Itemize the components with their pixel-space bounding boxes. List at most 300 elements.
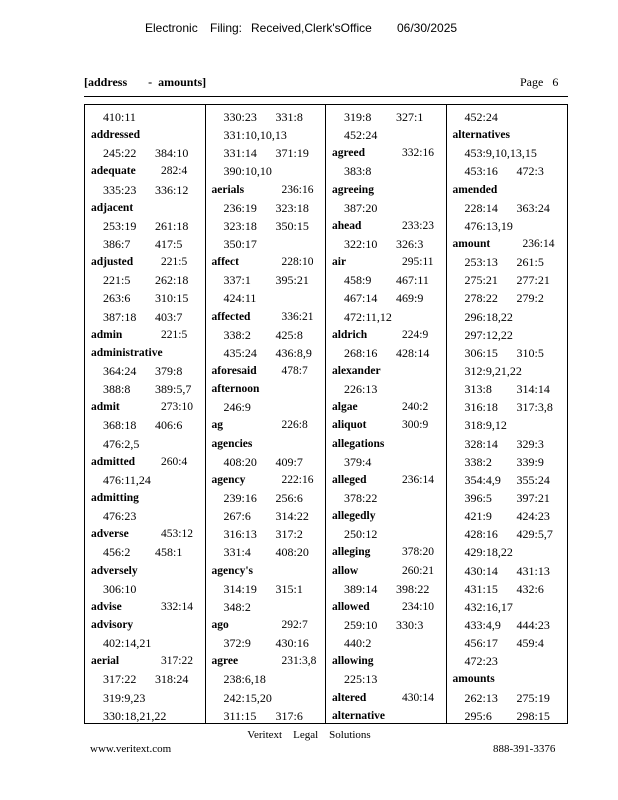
index-term bbox=[326, 707, 446, 723]
index-reference bbox=[206, 634, 326, 652]
page-line-ref: 318:24 bbox=[155, 672, 189, 687]
page-line-ref: 316:13 bbox=[223, 527, 257, 542]
index-term bbox=[447, 235, 568, 253]
page-line-ref: 476:13,19 bbox=[464, 218, 513, 233]
term-word: algae bbox=[332, 401, 358, 414]
page-line-ref: 417:5 bbox=[155, 236, 183, 251]
page-line-ref: 364:24 bbox=[103, 363, 137, 378]
page-line-ref: 245:22 bbox=[103, 146, 137, 161]
term-word: aerials bbox=[211, 183, 245, 196]
page-line-ref: 317:3,8 bbox=[516, 400, 553, 415]
term-word: allowing bbox=[332, 655, 374, 668]
index-reference bbox=[85, 144, 205, 162]
index-term bbox=[326, 217, 446, 235]
index-reference bbox=[447, 525, 568, 543]
index-reference bbox=[85, 580, 205, 598]
page-line-ref: 314:22 bbox=[275, 509, 309, 524]
page-line-ref: 231:3,8 bbox=[281, 655, 317, 668]
index-reference bbox=[85, 217, 205, 235]
index-reference bbox=[85, 108, 205, 126]
index-reference bbox=[326, 271, 446, 289]
index-reference bbox=[326, 670, 446, 688]
index-reference bbox=[206, 108, 326, 126]
index-term bbox=[85, 562, 205, 580]
page-line-ref: 236:16 bbox=[281, 183, 314, 196]
page-line-ref: 319:9,23 bbox=[103, 690, 146, 705]
index-reference bbox=[85, 507, 205, 525]
term-word: alleging bbox=[332, 546, 371, 559]
index-reference bbox=[447, 289, 568, 307]
index-reference bbox=[326, 453, 446, 471]
page-line-ref: 221:5 bbox=[161, 256, 188, 269]
page-line-ref: 337:1 bbox=[223, 273, 251, 288]
page-line-ref: 322:10 bbox=[344, 236, 378, 251]
page-line-ref: 348:2 bbox=[223, 599, 251, 614]
term-word: adequate bbox=[91, 165, 136, 178]
page-line-ref: 236:14 bbox=[402, 473, 434, 486]
page-line-ref: 268:16 bbox=[344, 345, 378, 360]
term-word: admit bbox=[91, 401, 120, 414]
page-line-ref: 226:13 bbox=[344, 382, 378, 397]
page-line-ref: 292:7 bbox=[281, 618, 308, 631]
index-reference bbox=[447, 144, 568, 162]
page-line-ref: 328:14 bbox=[464, 436, 498, 451]
index-reference bbox=[447, 416, 568, 434]
index-reference bbox=[206, 507, 326, 525]
index-term bbox=[326, 326, 446, 344]
page-line-ref: 317:22 bbox=[103, 672, 137, 687]
index-reference bbox=[206, 271, 326, 289]
page-line-ref: 444:23 bbox=[516, 617, 550, 632]
page-line-ref: 390:10,10 bbox=[223, 164, 272, 179]
index-reference bbox=[85, 689, 205, 707]
term-word: allegations bbox=[332, 437, 385, 450]
term-word: aliquot bbox=[332, 419, 367, 432]
term-word: afternoon bbox=[211, 383, 260, 396]
filing-stamp bbox=[0, 21, 618, 37]
term-word: ahead bbox=[332, 219, 362, 232]
index-reference bbox=[85, 362, 205, 380]
page-line-ref: 435:24 bbox=[223, 345, 257, 360]
page-line-ref: 410:11 bbox=[103, 110, 136, 124]
index-term bbox=[85, 453, 205, 471]
term-word: adjacent bbox=[91, 201, 134, 214]
index-term bbox=[326, 598, 446, 616]
page-line-ref: 239:16 bbox=[223, 490, 257, 505]
page-line-ref: 384:10 bbox=[155, 146, 189, 161]
index-reference bbox=[206, 126, 326, 144]
index-column-1 bbox=[85, 105, 206, 723]
page-line-ref: 225:13 bbox=[344, 672, 378, 687]
word-index-table bbox=[84, 104, 568, 724]
index-term bbox=[326, 689, 446, 707]
index-reference bbox=[206, 598, 326, 616]
page-line-ref: 310:5 bbox=[516, 345, 544, 360]
index-term bbox=[206, 435, 326, 453]
page-line-ref: 472:11,12 bbox=[344, 309, 392, 324]
index-reference bbox=[206, 326, 326, 344]
page-line-ref: 262:13 bbox=[464, 690, 498, 705]
page-line-ref: 327:1 bbox=[396, 110, 424, 124]
page-line-ref: 398:22 bbox=[396, 581, 430, 596]
page-line-ref: 253:13 bbox=[464, 255, 498, 270]
page-line-ref: 319:8 bbox=[344, 110, 372, 124]
page-line-ref: 424:11 bbox=[223, 291, 257, 306]
term-word: adversely bbox=[91, 564, 138, 577]
page-line-ref: 378:22 bbox=[344, 490, 378, 505]
index-term bbox=[206, 181, 326, 199]
page-line-ref: 242:15,20 bbox=[223, 690, 272, 705]
index-reference bbox=[447, 634, 568, 652]
page-number: Page 6 bbox=[520, 75, 559, 89]
index-term bbox=[326, 253, 446, 271]
index-term bbox=[85, 525, 205, 543]
page-line-ref: 472:23 bbox=[464, 654, 498, 669]
index-term bbox=[85, 326, 205, 344]
term-word: admin bbox=[91, 328, 123, 341]
page-line-ref: 256:6 bbox=[275, 490, 303, 505]
index-reference bbox=[447, 616, 568, 634]
page-line-ref: 331:14 bbox=[223, 146, 257, 161]
page-line-ref: 432:6 bbox=[516, 581, 544, 596]
index-term bbox=[85, 398, 205, 416]
page-line-ref: 458:1 bbox=[155, 545, 183, 560]
index-reference bbox=[85, 380, 205, 398]
page-line-ref: 402:14,21 bbox=[103, 636, 152, 651]
index-reference bbox=[206, 525, 326, 543]
term-word: agreeing bbox=[332, 183, 374, 196]
term-word: admitting bbox=[91, 491, 139, 504]
page-line-ref: 306:10 bbox=[103, 581, 137, 596]
page-line-ref: 331:4 bbox=[223, 545, 251, 560]
index-term bbox=[206, 652, 326, 670]
index-reference bbox=[85, 271, 205, 289]
term-word: amounts bbox=[452, 673, 495, 686]
page-line-ref: 315:1 bbox=[275, 581, 303, 596]
index-reference bbox=[447, 543, 568, 561]
page-line-ref: 236:14 bbox=[522, 237, 555, 250]
term-word: alternative bbox=[332, 709, 386, 722]
index-range-label: [address - amounts] bbox=[84, 75, 207, 89]
index-reference bbox=[447, 253, 568, 271]
page-line-ref: 275:21 bbox=[464, 273, 498, 288]
page-line-ref: 436:8,9 bbox=[275, 345, 312, 360]
index-term bbox=[85, 616, 205, 634]
index-term bbox=[85, 598, 205, 616]
page-line-ref: 350:17 bbox=[223, 236, 257, 251]
index-reference bbox=[447, 598, 568, 616]
page-line-ref: 338:2 bbox=[464, 454, 492, 469]
page-line-ref: 452:24 bbox=[464, 110, 498, 124]
term-word: altered bbox=[332, 691, 367, 704]
index-reference bbox=[206, 289, 326, 307]
footer-website: www.veritext.com bbox=[90, 743, 172, 755]
filing-electronic: Electronic bbox=[145, 21, 198, 35]
page-line-ref: 408:20 bbox=[223, 454, 257, 469]
page-line-ref: 323:18 bbox=[275, 200, 309, 215]
index-reference bbox=[447, 489, 568, 507]
page-line-ref: 428:16 bbox=[464, 527, 498, 542]
page-line-ref: 332:14 bbox=[161, 600, 193, 613]
page-line-ref: 314:19 bbox=[223, 581, 257, 596]
page-line-ref: 332:16 bbox=[402, 147, 434, 160]
term-word: addressed bbox=[91, 129, 140, 142]
index-reference bbox=[326, 525, 446, 543]
page-line-ref: 314:14 bbox=[516, 382, 550, 397]
page-line-ref: 326:3 bbox=[396, 236, 424, 251]
page-line-ref: 389:14 bbox=[344, 581, 378, 596]
index-reference bbox=[85, 670, 205, 688]
page-line-ref: 430:14 bbox=[402, 691, 434, 704]
page-line-ref: 459:4 bbox=[516, 636, 544, 651]
term-word: ag bbox=[211, 419, 223, 432]
index-column-2 bbox=[206, 105, 327, 723]
page-line-ref: 467:14 bbox=[344, 291, 378, 306]
page-line-ref: 386:7 bbox=[103, 236, 131, 251]
page-line-ref: 221:5 bbox=[161, 328, 188, 341]
index-term bbox=[85, 253, 205, 271]
page-line-ref: 279:2 bbox=[516, 291, 544, 306]
page-line-ref: 350:15 bbox=[275, 218, 309, 233]
index-term bbox=[206, 416, 326, 434]
index-term bbox=[206, 471, 326, 489]
index-reference bbox=[447, 562, 568, 580]
index-term bbox=[326, 435, 446, 453]
page-line-ref: 430:14 bbox=[464, 563, 498, 578]
index-reference bbox=[326, 580, 446, 598]
page-line-ref: 317:6 bbox=[275, 708, 303, 723]
page-line-ref: 317:22 bbox=[161, 655, 193, 668]
index-reference bbox=[326, 162, 446, 180]
page-line-ref: 379:8 bbox=[155, 363, 183, 378]
index-reference bbox=[326, 380, 446, 398]
index-reference bbox=[85, 435, 205, 453]
page-line-ref: 226:8 bbox=[281, 419, 308, 432]
page-line-ref: 354:4,9 bbox=[464, 472, 501, 487]
page-line-ref: 453:16 bbox=[464, 164, 498, 179]
index-reference bbox=[447, 453, 568, 471]
page-line-ref: 261:18 bbox=[155, 218, 189, 233]
page-line-ref: 330:18,21,22 bbox=[103, 708, 167, 723]
index-term bbox=[326, 507, 446, 525]
page-line-ref: 310:15 bbox=[155, 291, 189, 306]
page-line-ref: 296:18,22 bbox=[464, 309, 513, 324]
page-line-ref: 452:24 bbox=[344, 128, 378, 143]
index-term bbox=[326, 471, 446, 489]
page-line-ref: 421:9 bbox=[464, 509, 492, 524]
index-term bbox=[206, 616, 326, 634]
term-word: alternatives bbox=[452, 129, 510, 142]
page-line-ref: 262:18 bbox=[155, 273, 189, 288]
index-reference bbox=[85, 634, 205, 652]
page-line-ref: 246:9 bbox=[223, 400, 251, 415]
index-reference bbox=[206, 344, 326, 362]
page-line-ref: 371:19 bbox=[275, 146, 309, 161]
page-line-ref: 363:24 bbox=[516, 200, 550, 215]
index-reference bbox=[447, 380, 568, 398]
term-word: affected bbox=[211, 310, 251, 323]
page-line-ref: 277:21 bbox=[516, 273, 550, 288]
term-word: amended bbox=[452, 183, 498, 196]
footer-company: Veritext Legal Solutions bbox=[247, 729, 371, 741]
page-line-ref: 425:8 bbox=[275, 327, 303, 342]
index-reference bbox=[447, 652, 568, 670]
page-line-ref: 403:7 bbox=[155, 309, 183, 324]
page-line-ref: 428:14 bbox=[396, 345, 430, 360]
index-reference bbox=[447, 580, 568, 598]
index-reference bbox=[447, 689, 568, 707]
index-reference bbox=[206, 707, 326, 723]
index-reference bbox=[326, 308, 446, 326]
index-reference bbox=[206, 670, 326, 688]
page-line-ref: 432:16,17 bbox=[464, 599, 513, 614]
term-word: allowed bbox=[332, 600, 370, 613]
index-reference bbox=[326, 126, 446, 144]
index-term bbox=[326, 543, 446, 561]
index-reference bbox=[447, 435, 568, 453]
index-reference bbox=[447, 162, 568, 180]
page-line-ref: 472:3 bbox=[516, 164, 544, 179]
filing-label: Filing: bbox=[210, 21, 243, 35]
page-line-ref: 440:2 bbox=[344, 636, 372, 651]
page-line-ref: 312:9,21,22 bbox=[464, 363, 522, 378]
page-line-ref: 263:6 bbox=[103, 291, 131, 306]
index-reference bbox=[206, 453, 326, 471]
page-line-ref: 297:12,22 bbox=[464, 327, 513, 342]
index-reference bbox=[206, 398, 326, 416]
index-term bbox=[447, 126, 568, 144]
page-line-ref: 228:14 bbox=[464, 200, 498, 215]
index-term bbox=[447, 670, 568, 688]
page-line-ref: 236:19 bbox=[223, 200, 257, 215]
page-line-ref: 433:4,9 bbox=[464, 617, 501, 632]
filing-date: 06/30/2025 bbox=[397, 21, 458, 35]
term-word: advise bbox=[91, 600, 122, 613]
page-line-ref: 316:18 bbox=[464, 400, 498, 415]
index-reference bbox=[447, 217, 568, 235]
page-line-ref: 259:10 bbox=[344, 617, 378, 632]
page-line-ref: 273:10 bbox=[161, 401, 193, 414]
term-word: aforesaid bbox=[211, 364, 257, 377]
index-term bbox=[206, 380, 326, 398]
page-line-ref: 295:11 bbox=[402, 256, 434, 269]
index-reference bbox=[447, 344, 568, 362]
index-term bbox=[326, 362, 446, 380]
page-line-ref: 336:12 bbox=[155, 182, 189, 197]
page-line-ref: 275:19 bbox=[516, 690, 550, 705]
index-reference bbox=[447, 707, 568, 723]
page-line-ref: 388:8 bbox=[103, 382, 131, 397]
page-line-ref: 430:16 bbox=[275, 636, 309, 651]
page-line-ref: 228:10 bbox=[281, 256, 314, 269]
term-word: admitted bbox=[91, 455, 136, 468]
page-line-ref: 339:9 bbox=[516, 454, 544, 469]
index-reference bbox=[447, 271, 568, 289]
index-reference bbox=[326, 489, 446, 507]
page-line-ref: 331:10,10,13 bbox=[223, 128, 287, 143]
page-line-ref: 396:5 bbox=[464, 490, 492, 505]
index-reference bbox=[447, 199, 568, 217]
term-word: agency bbox=[211, 473, 246, 486]
index-reference bbox=[326, 108, 446, 126]
page-line-ref: 372:9 bbox=[223, 636, 251, 651]
index-reference bbox=[85, 543, 205, 561]
page-line-ref: 330:23 bbox=[223, 110, 257, 124]
page-line-ref: 389:5,7 bbox=[155, 382, 192, 397]
term-word: agreed bbox=[332, 147, 366, 160]
index-term bbox=[206, 562, 326, 580]
index-reference bbox=[326, 634, 446, 652]
index-term bbox=[85, 126, 205, 144]
page-line-ref: 467:11 bbox=[396, 273, 429, 288]
page-line-ref: 331:8 bbox=[275, 110, 303, 124]
page-line-ref: 458:9 bbox=[344, 273, 372, 288]
page-line-ref: 406:6 bbox=[155, 418, 183, 433]
index-reference bbox=[326, 199, 446, 217]
page-line-ref: 267:6 bbox=[223, 509, 251, 524]
page-line-ref: 336:21 bbox=[281, 310, 314, 323]
page-line-ref: 453:9,10,13,15 bbox=[464, 146, 537, 161]
index-reference bbox=[85, 181, 205, 199]
term-word: aldrich bbox=[332, 328, 368, 341]
page-line-ref: 456:17 bbox=[464, 636, 498, 651]
page-line-ref: 260:4 bbox=[161, 455, 188, 468]
page-line-ref: 298:15 bbox=[516, 708, 550, 723]
index-column-3 bbox=[326, 105, 447, 723]
index-reference bbox=[206, 217, 326, 235]
index-reference bbox=[326, 235, 446, 253]
page-line-ref: 395:21 bbox=[275, 273, 309, 288]
term-word: allow bbox=[332, 564, 359, 577]
page-line-ref: 378:20 bbox=[402, 546, 434, 559]
page-line-ref: 313:8 bbox=[464, 382, 492, 397]
page-line-ref: 253:19 bbox=[103, 218, 137, 233]
term-word: amount bbox=[452, 237, 491, 250]
term-word: air bbox=[332, 256, 347, 269]
term-word: adjusted bbox=[91, 256, 134, 269]
filing-received: Received,Clerk'sOffice bbox=[251, 21, 372, 35]
header-rule bbox=[84, 96, 568, 97]
index-column-4 bbox=[447, 105, 568, 723]
index-reference bbox=[206, 543, 326, 561]
page-line-ref: 306:15 bbox=[464, 345, 498, 360]
page-line-ref: 397:21 bbox=[516, 490, 550, 505]
index-term bbox=[326, 398, 446, 416]
index-reference bbox=[206, 235, 326, 253]
page-line-ref: 429:5,7 bbox=[516, 527, 553, 542]
index-reference bbox=[85, 289, 205, 307]
index-reference bbox=[447, 362, 568, 380]
index-reference bbox=[85, 471, 205, 489]
page-line-ref: 355:24 bbox=[516, 472, 550, 487]
index-reference bbox=[447, 308, 568, 326]
index-term bbox=[85, 489, 205, 507]
term-word: ago bbox=[211, 618, 229, 631]
page-line-ref: 282:4 bbox=[161, 165, 188, 178]
index-reference bbox=[447, 507, 568, 525]
index-term bbox=[85, 652, 205, 670]
index-reference bbox=[447, 326, 568, 344]
page-line-ref: 429:18,22 bbox=[464, 545, 513, 560]
index-reference bbox=[206, 489, 326, 507]
page-line-ref: 387:18 bbox=[103, 309, 137, 324]
page-line-ref: 469:9 bbox=[396, 291, 424, 306]
page-line-ref: 300:9 bbox=[402, 419, 429, 432]
index-term bbox=[85, 344, 205, 362]
page-line-ref: 408:20 bbox=[275, 545, 309, 560]
page-line-ref: 330:3 bbox=[396, 617, 424, 632]
page-line-ref: 476:11,24 bbox=[103, 472, 151, 487]
